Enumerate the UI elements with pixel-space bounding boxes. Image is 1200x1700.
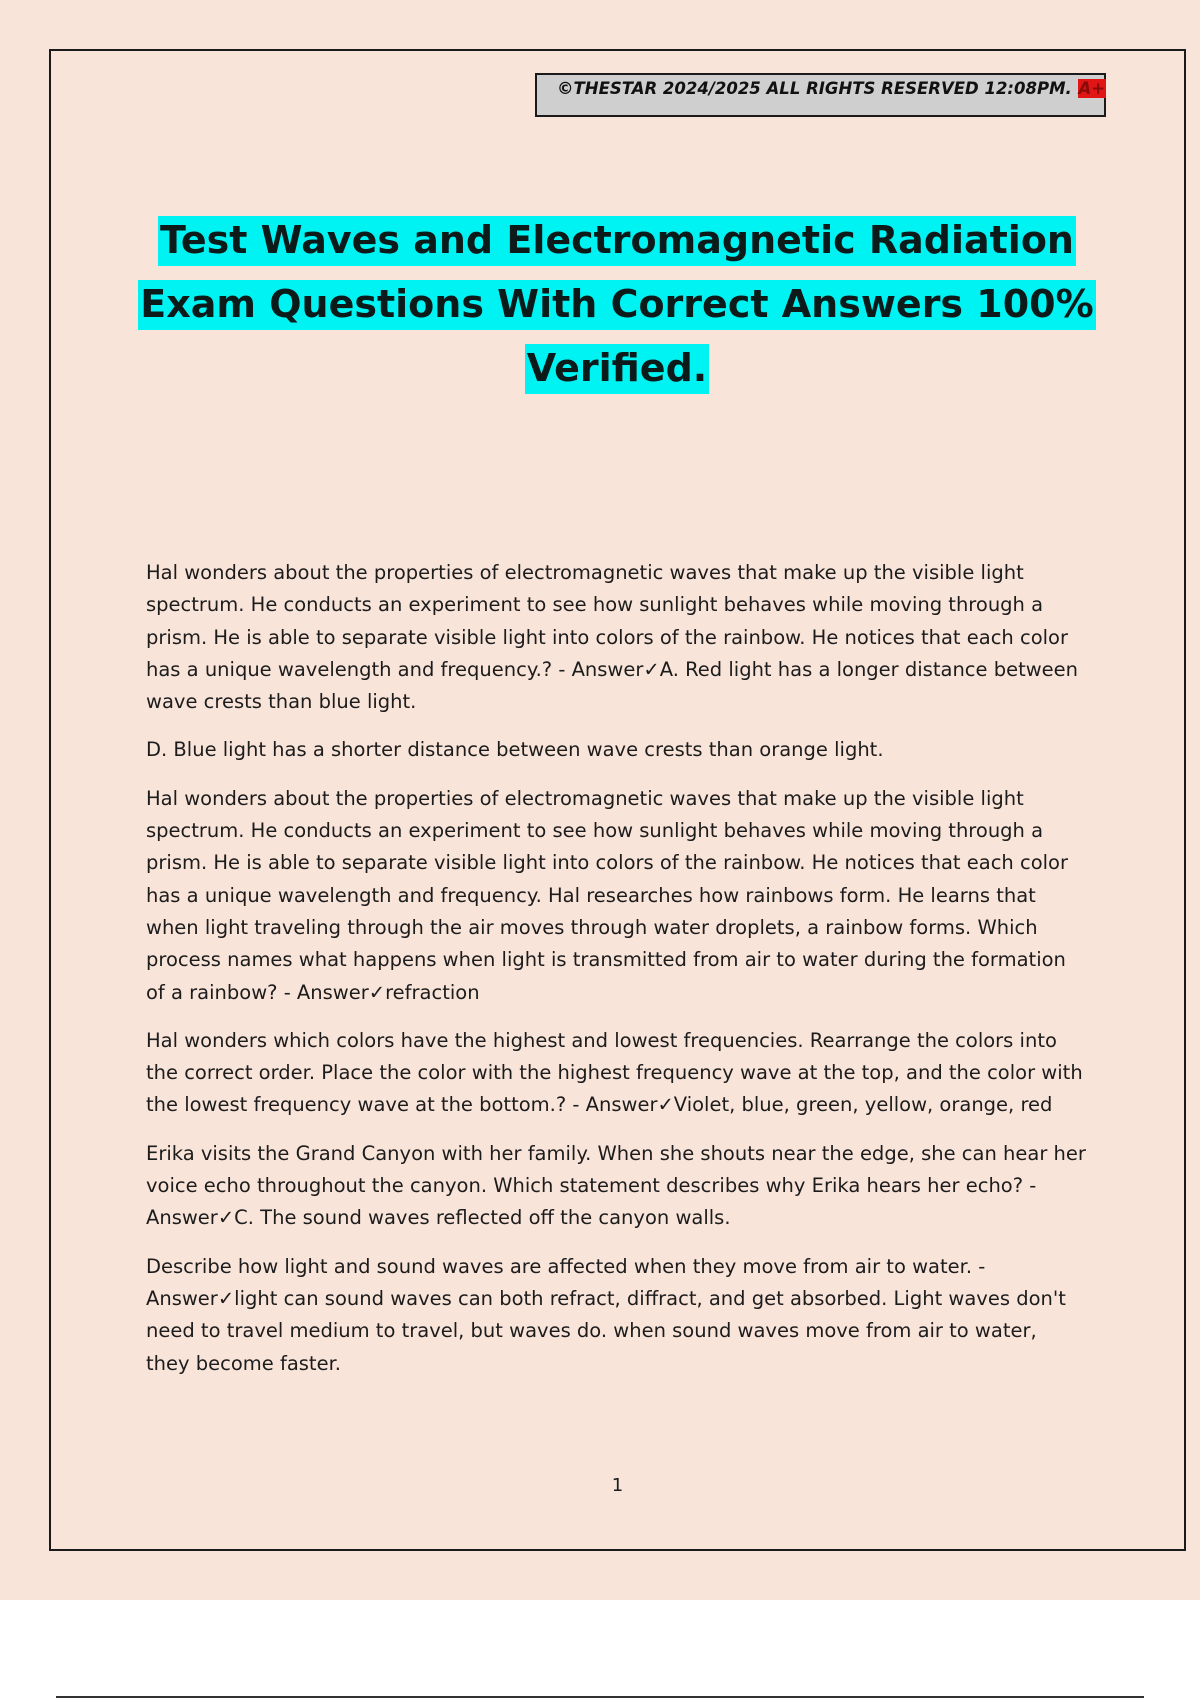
page-number: 1 bbox=[611, 1475, 624, 1496]
title-line-3: Verified. bbox=[525, 344, 709, 394]
title-line-2: Exam Questions With Correct Answers 100% bbox=[138, 280, 1095, 330]
title-line-1: Test Waves and Electromagnetic Radiation bbox=[158, 216, 1076, 266]
paragraph: D. Blue light has a shorter distance between wave crests than orange light. bbox=[146, 738, 884, 762]
paragraph: Describe how light and sound waves are affected when they move from air to water. - Answer✓light can sound waves can both refract, diffract, and get absorbed. Light waves don't need to travel medium to travel, but waves do. when sound waves move from air to water, they become faster. bbox=[146, 1254, 1066, 1375]
paragraph: Hal wonders which colors have the highest and lowest frequencies. Rearrange the colors into the correct order. Place the color with the highest frequency wave at the top, and the color with the lowest frequency wave at the bottom.? - Answer✓Violet, blue, green, yellow, orange, red bbox=[146, 1028, 1083, 1117]
copyright-text: ©THESTAR 2024/2025 ALL RIGHTS RESERVED 12:08PM. bbox=[557, 79, 1072, 98]
copyright-header bbox=[535, 73, 1106, 117]
paragraph: Hal wonders about the properties of electromagnetic waves that make up the visible light spectrum. He conducts an experiment to see how sunlight behaves while moving through a prism. He is able to separate visible light into colors of the rainbow. He notices that each color has a unique wavelength and frequency. Hal researches how rainbows form. He learns that when light traveling through the air moves through water droplets, a rainbow forms. Which process names what happens when light is transmitted from air to water during the formation of a rainbow? - Answer✓refraction bbox=[146, 786, 1069, 1004]
footer-divider bbox=[56, 1696, 1144, 1698]
paragraph: Hal wonders about the properties of electromagnetic waves that make up the visible light spectrum. He conducts an experiment to see how sunlight behaves while moving through a prism. He is able to separate visible light into colors of the rainbow. He notices that each color has a unique wavelength and frequency.? - Answer✓A. Red light has a longer distance between wave crests than blue light. bbox=[146, 561, 1079, 714]
document-body bbox=[146, 557, 1086, 1396]
paragraph: Erika visits the Grand Canyon with her family. When she shouts near the edge, she can hear her voice echo throughout the canyon. Which statement describes why Erika hears her echo? - Answer✓C. The sound waves reflected off the canyon walls. bbox=[146, 1141, 1086, 1230]
document-title bbox=[120, 208, 1114, 400]
grade-badge: A+ bbox=[1078, 79, 1106, 98]
